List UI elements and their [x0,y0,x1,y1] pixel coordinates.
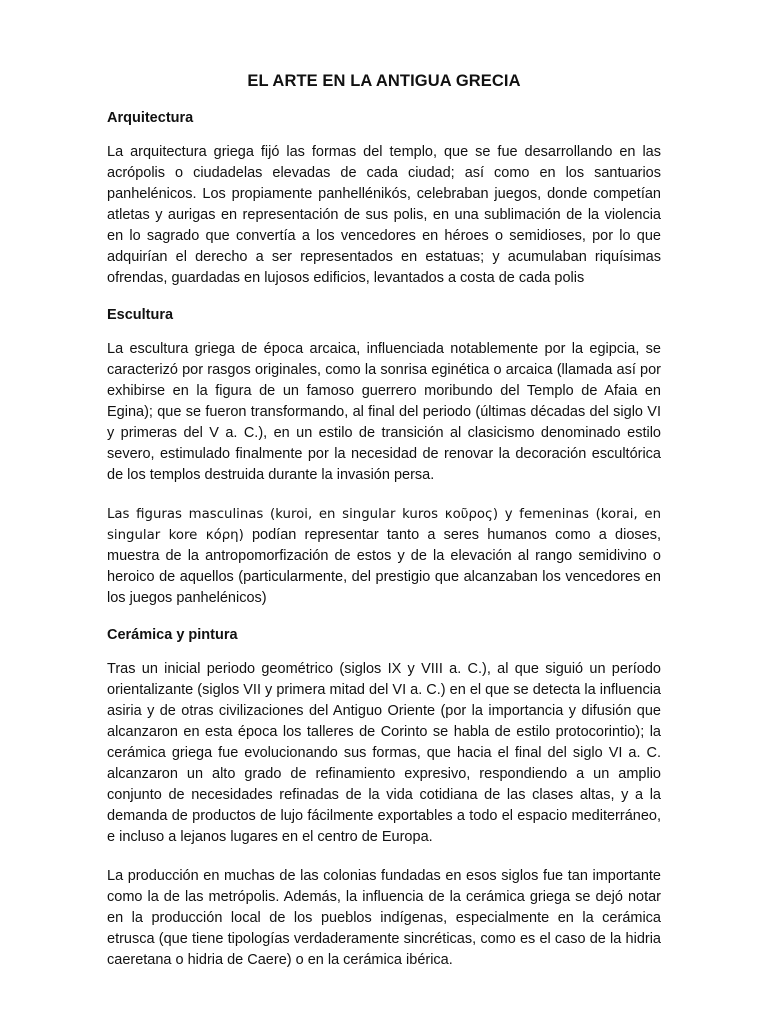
paragraph-escultura-1: La escultura griega de época arcaica, influenciada notablemente por la egipcia, se caracterizó por rasgos originales, como la sonrisa eginética o arcaica (llamada así por exhibirse en la figura de un famoso guerrero moribundo del Templo de Afaia en Egina); que se fueron transformando, al final del periodo (últimas décadas del siglo VI y primeras del V a. C.), en un estilo de transición al clasicismo denominado estilo severo, estimulado finalmente por la necesidad de renovar la decoración escultórica de los templos destruida durante la invasión persa. [107,341,661,483]
section-heading-ceramica: Cerámica y pintura [107,627,238,643]
greek-figures-text: Las figuras masculinas (kuroi, en singular kuros κοῦρος) y femeninas (korai, en singular kore κόρη) [107,507,661,543]
document-title: EL ARTE EN LA ANTIGUA GRECIA [247,72,521,90]
paragraph-escultura-2 [107,504,661,609]
paragraph-arquitectura: La arquitectura griega fijó las formas del templo, que se fue desarrollando en las acrópolis o ciudadelas elevadas de cada ciudad; así como en los santuarios panhelénicos. Los propiamente panhellénikós, celebraban juegos, donde competían atletas y aurigas en representación de sus polis, en una sublimación de la violencia en lo sagrado que convertía a los vencedores en héroes o semidioses, por lo que adquirían el derecho a ser representados en estatuas; y acumulaban riquísimas ofrendas, guardadas en lujosos edificios, levantados a costa de cada polis [107,144,661,286]
paragraph-ceramica-2: La producción en muchas de las colonias fundadas en esos siglos fue tan importante como la de las metrópolis. Además, la influencia de la cerámica griega se dejó notar en la producción local de los pueblos indígenas, especialmente en la cerámica etrusca (que tiene tipologías verdaderamente sincréticas, como es el caso de la hidria caeretana o hidria de Caere) o en la cerámica ibérica. [107,868,661,968]
section-heading-escultura: Escultura [107,307,174,323]
paragraph-escultura-2-rest: podían representar tanto a seres humanos como a dioses, muestra de la antropomorfización de estos y de la elevación al rango semidivino o heroico de aquellos (particularmente, del prestigio que alcanzaban los vencedores en los juegos panhelénicos) [107,527,661,606]
section-heading-arquitectura: Arquitectura [107,110,194,126]
paragraph-ceramica-1: Tras un inicial periodo geométrico (siglos IX y VIII a. C.), al que siguió un período orientalizante (siglos VII y primera mitad del VI a. C.) en el que se detecta la influencia asiria y de otras civilizaciones del Antiguo Oriente (por la importancia y difusión que alcanzaron en esta época los talleres de Corinto se habla de estilo protocorintio); la cerámica griega fue evolucionando sus formas, que hacia el final del siglo VI a. C. alcanzaron un alto grado de refinamiento expresivo, respondiendo a un amplio conjunto de necesidades refinadas de la vida cotidiana de las clases altas, y a la demanda de productos de lujo fácilmente exportables a todo el espacio mediterráneo, e incluso a lejanos lugares en el centro de Europa. [107,661,661,845]
